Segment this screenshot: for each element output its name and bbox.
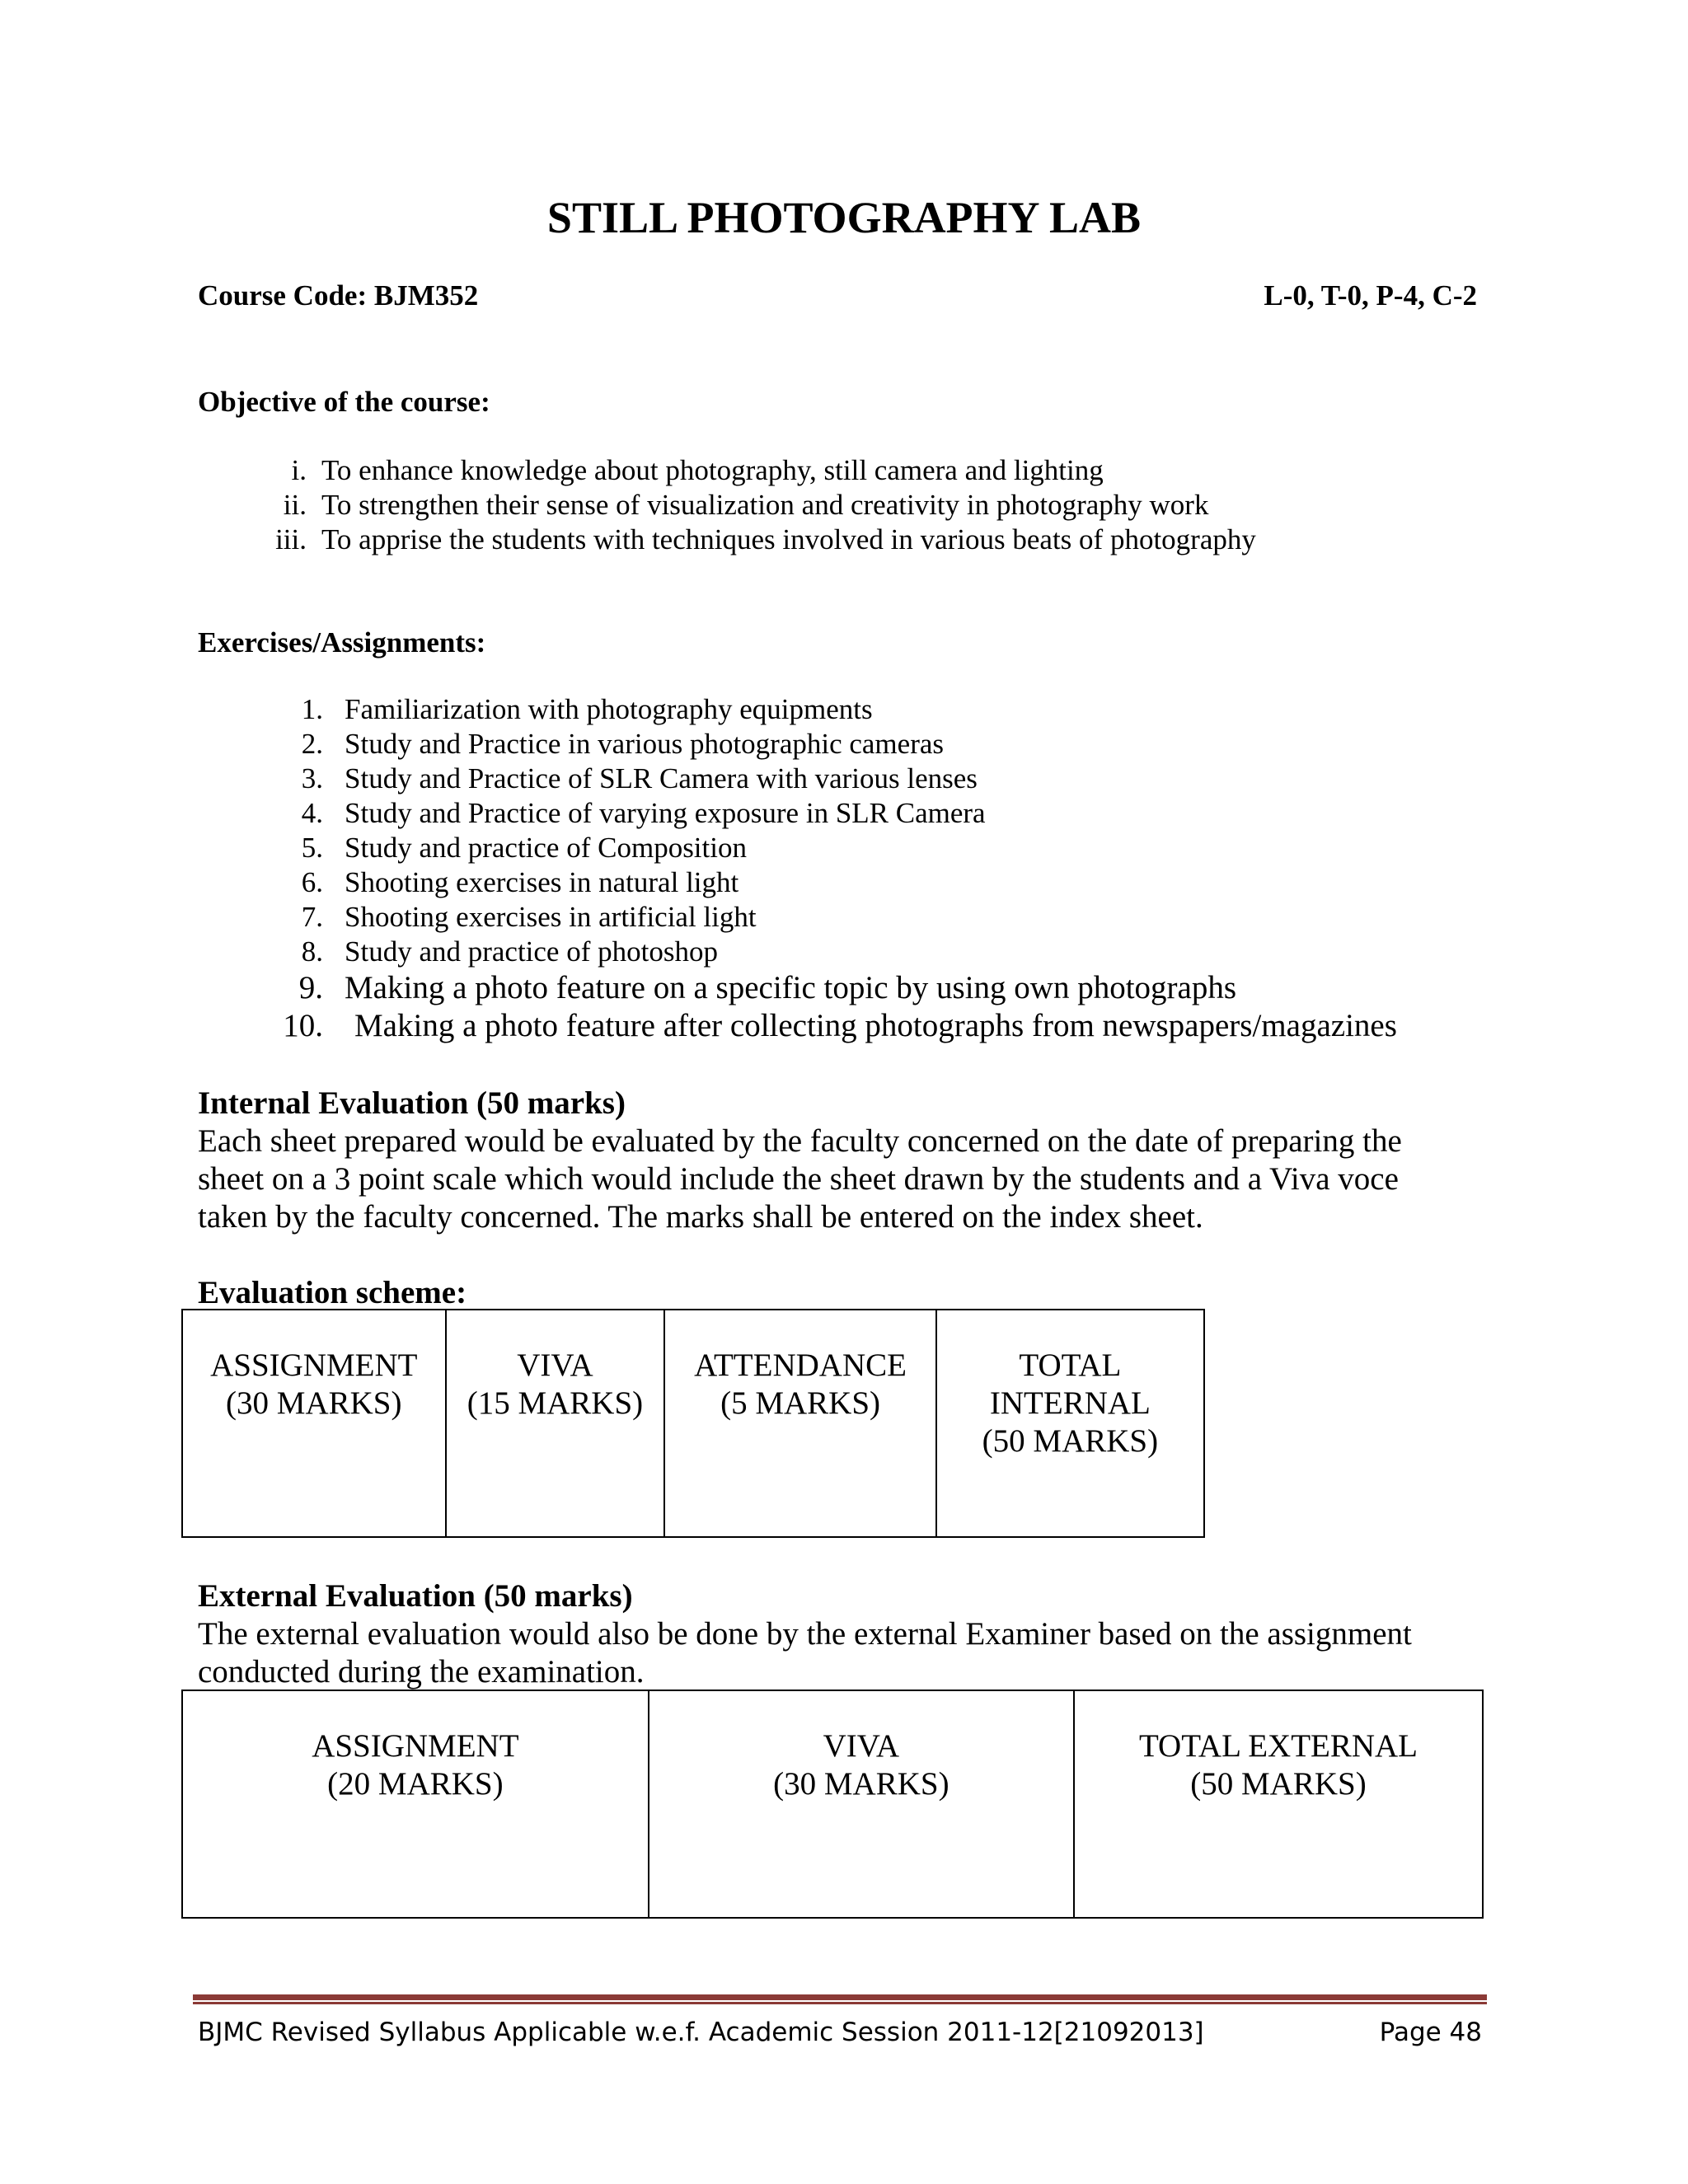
internal-evaluation-text: Each sheet prepared would be evaluated by the faculty concerned on the date of preparing the sheet on a 3 point scale which would include the sheet drawn by the students and a Viva voce taken by the faculty concerned. The marks shall be entered on the index sheet. (198, 1123, 1402, 1235)
external-evaluation-text: The external evaluation would also be done by the external Examiner based on the assignment conducted during the examination. (198, 1616, 1412, 1690)
course-code: Course Code: BJM352 (198, 279, 479, 312)
table-cell: VIVA (15 MARKS) (446, 1310, 665, 1537)
list-item: 5. Study and practice of Composition (301, 832, 747, 864)
list-item: 1. Familiarization with photography equipments (301, 693, 873, 725)
table-row (182, 1310, 1204, 1537)
table-cell: TOTAL INTERNAL (50 MARKS) (936, 1310, 1204, 1537)
external-evaluation-table (181, 1690, 1484, 1919)
page-number: Page 48 (1379, 2018, 1482, 2047)
exercises-list (198, 692, 1558, 1045)
list-item: iii. To apprise the students with techniques involved in various beats of photography (275, 523, 1256, 555)
page-title: STILL PHOTOGRAPHY LAB (546, 193, 1142, 242)
evaluation-scheme-heading: Evaluation scheme: (198, 1275, 467, 1310)
table-cell: TOTAL EXTERNAL (50 MARKS) (1074, 1690, 1483, 1918)
footer-text: BJMC Revised Syllabus Applicable w.e.f. Academic Session 2011-12[21092013] (198, 2018, 1204, 2047)
list-item: 10. Making a photo feature after collecting photographs from newspapers/magazines (283, 1008, 1397, 1043)
footer-divider (193, 1994, 1487, 2004)
table-cell: ASSIGNMENT (30 MARKS) (182, 1310, 446, 1537)
objective-heading: Objective of the course: (198, 386, 490, 418)
list-item: 6. Shooting exercises in natural light (301, 866, 739, 898)
list-item: 7. Shooting exercises in artificial light (301, 901, 757, 933)
list-item: 8. Study and practice of photoshop (301, 935, 718, 968)
internal-evaluation-heading: Internal Evaluation (50 marks) (198, 1085, 626, 1121)
table-row (182, 1690, 1483, 1918)
list-item: 3. Study and Practice of SLR Camera with various lenses (301, 762, 978, 794)
list-item: 2. Study and Practice in various photographic cameras (301, 728, 945, 760)
list-item: 4. Study and Practice of varying exposure in SLR Camera (301, 797, 986, 829)
list-item: ii. To strengthen their sense of visualization and creativity in photography work (283, 489, 1209, 521)
table-cell: VIVA (30 MARKS) (649, 1690, 1074, 1918)
table-cell: ASSIGNMENT (20 MARKS) (182, 1690, 649, 1918)
internal-evaluation-table (181, 1309, 1205, 1538)
table-cell: ATTENDANCE (5 MARKS) (664, 1310, 935, 1537)
exercises-heading: Exercises/Assignments: (198, 626, 486, 658)
course-credits: L-0, T-0, P-4, C-2 (1264, 279, 1477, 312)
list-item: 9. Making a photo feature on a specific topic by using own photographs (298, 970, 1237, 1005)
objective-list (198, 453, 1517, 557)
list-item: i. To enhance knowledge about photography, still camera and lighting (291, 454, 1104, 486)
external-evaluation-heading: External Evaluation (50 marks) (198, 1578, 633, 1614)
